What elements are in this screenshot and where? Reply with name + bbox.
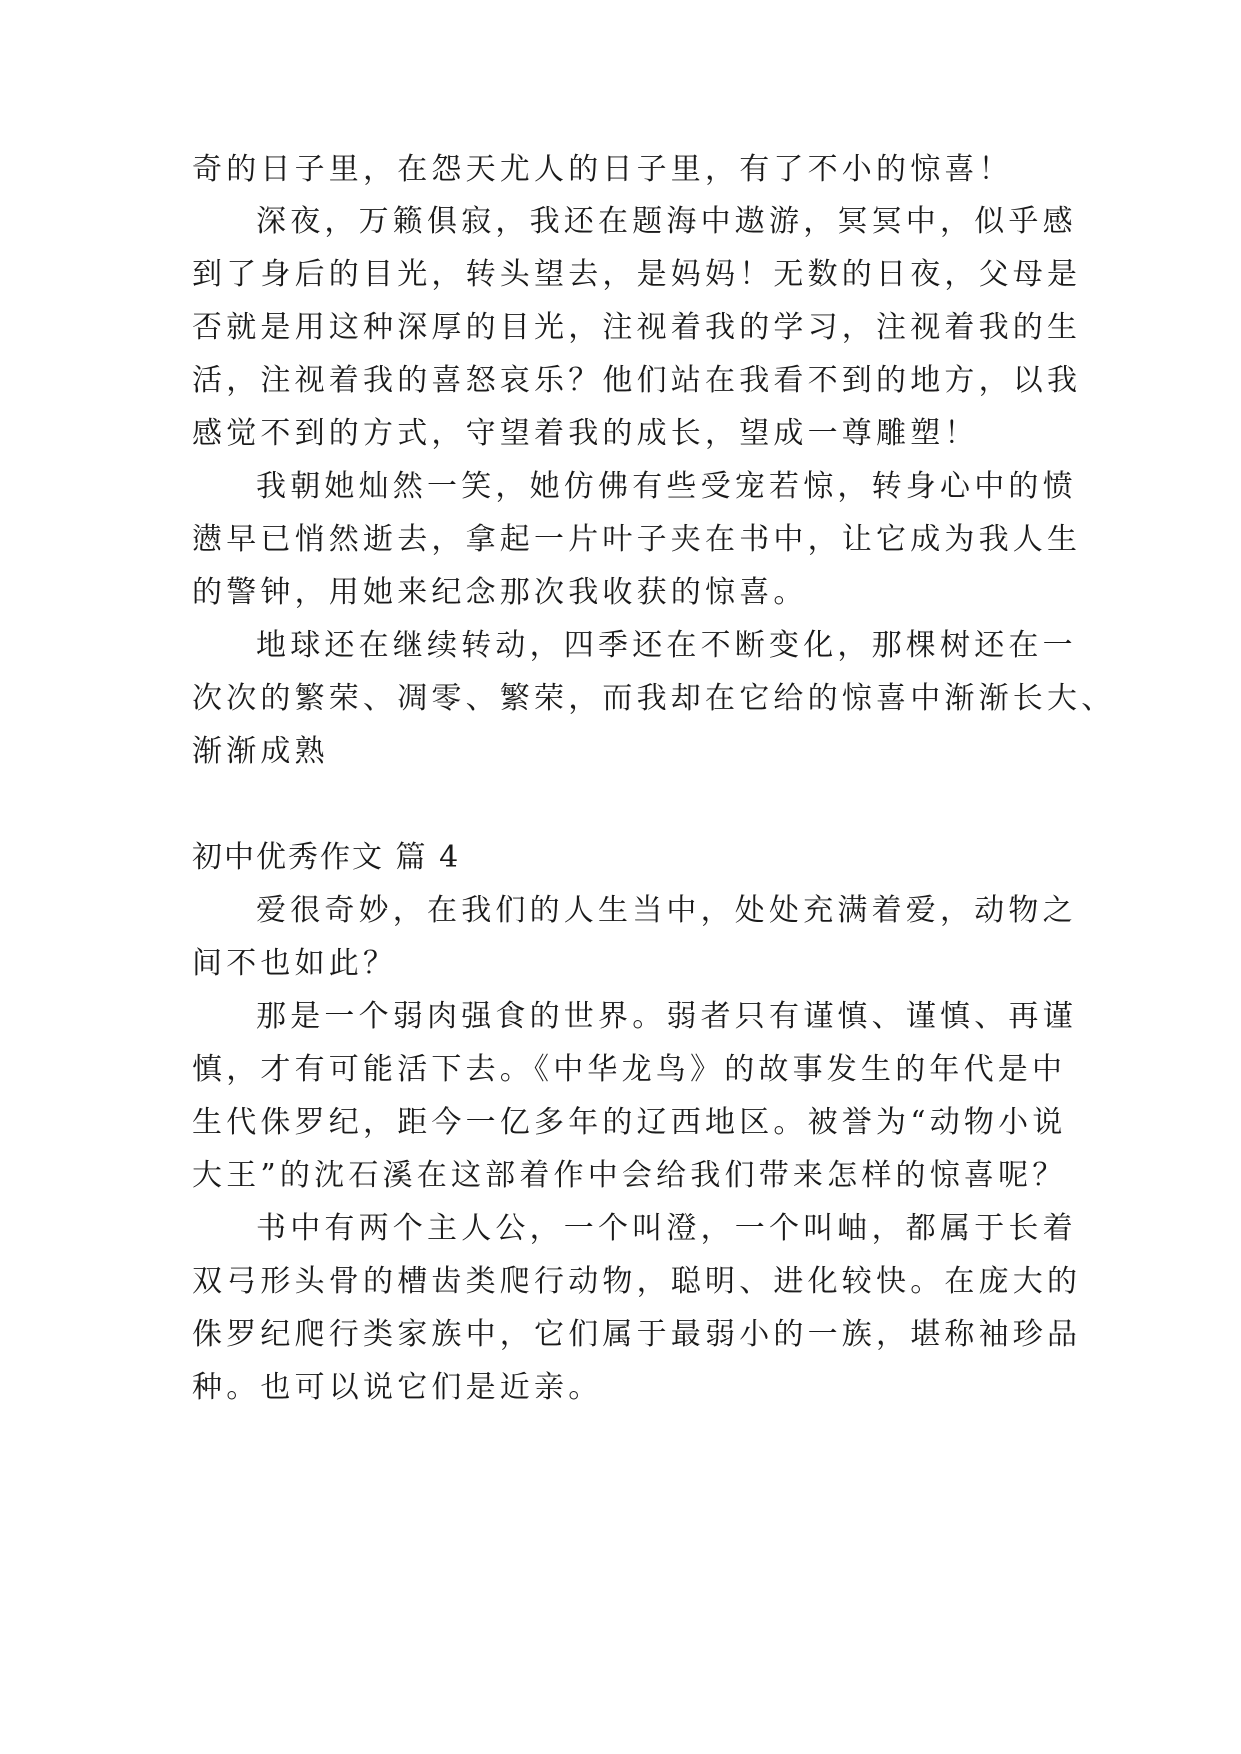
paragraph-line: 侏罗纪爬行类家族中，它们属于最弱小的一族，堪称袖珍品 <box>192 1317 1082 1352</box>
paragraph-line: 奇的日子里，在怨天尤人的日子里，有了不小的惊喜！ <box>192 152 1013 187</box>
paragraph-line: 书中有两个主人公，一个叫澄，一个叫岫，都属于长着 <box>256 1211 1077 1246</box>
paragraph-line: 地球还在继续转动，四季还在不断变化，那棵树还在一 <box>256 628 1077 663</box>
paragraph-line: 爱很奇妙，在我们的人生当中，处处充满着爱，动物之 <box>256 893 1077 928</box>
paragraph-line: 间不也如此？ <box>192 946 398 981</box>
paragraph-line: 的警钟，用她来纪念那次我收获的惊喜。 <box>192 575 808 610</box>
paragraph-line: 否就是用这种深厚的目光，注视着我的学习，注视着我的生 <box>192 310 1082 345</box>
paragraph-line: 我朝她灿然一笑，她仿佛有些受宠若惊，转身心中的愤 <box>256 469 1077 504</box>
paragraph-line: 渐渐成熟 <box>192 734 329 769</box>
paragraph-line: 活，注视着我的喜怒哀乐？他们站在我看不到的地方，以我 <box>192 363 1082 398</box>
paragraph-line: 深夜，万籁俱寂，我还在题海中遨游，冥冥中，似乎感 <box>256 204 1077 239</box>
paragraph-line: 大王”的沈石溪在这部着作中会给我们带来怎样的惊喜呢？ <box>192 1158 1067 1193</box>
paragraph-line: 双弓形头骨的槽齿类爬行动物，聪明、进化较快。在庞大的 <box>192 1264 1082 1299</box>
paragraph-line: 感觉不到的方式，守望着我的成长，望成一尊雕塑！ <box>192 416 979 451</box>
section-heading: 初中优秀作文 篇 4 <box>192 840 461 875</box>
paragraph-line: 那是一个弱肉强食的世界。弱者只有谨慎、谨慎、再谨 <box>256 999 1077 1034</box>
paragraph-line: 慎，才有可能活下去。《中华龙鸟》的故事发生的年代是中 <box>192 1052 1067 1087</box>
paragraph-line: 种。也可以说它们是近亲。 <box>192 1370 603 1405</box>
paragraph-line: 次次的繁荣、凋零、繁荣，而我却在它给的惊喜中渐渐长大、 <box>192 681 1116 716</box>
paragraph-line: 到了身后的目光，转头望去，是妈妈！无数的日夜，父母是 <box>192 257 1082 292</box>
paragraph-line: 懑早已悄然逝去，拿起一片叶子夹在书中，让它成为我人生 <box>192 522 1082 557</box>
paragraph-line: 生代侏罗纪，距今一亿多年的辽西地区。被誉为“动物小说 <box>192 1105 1067 1140</box>
